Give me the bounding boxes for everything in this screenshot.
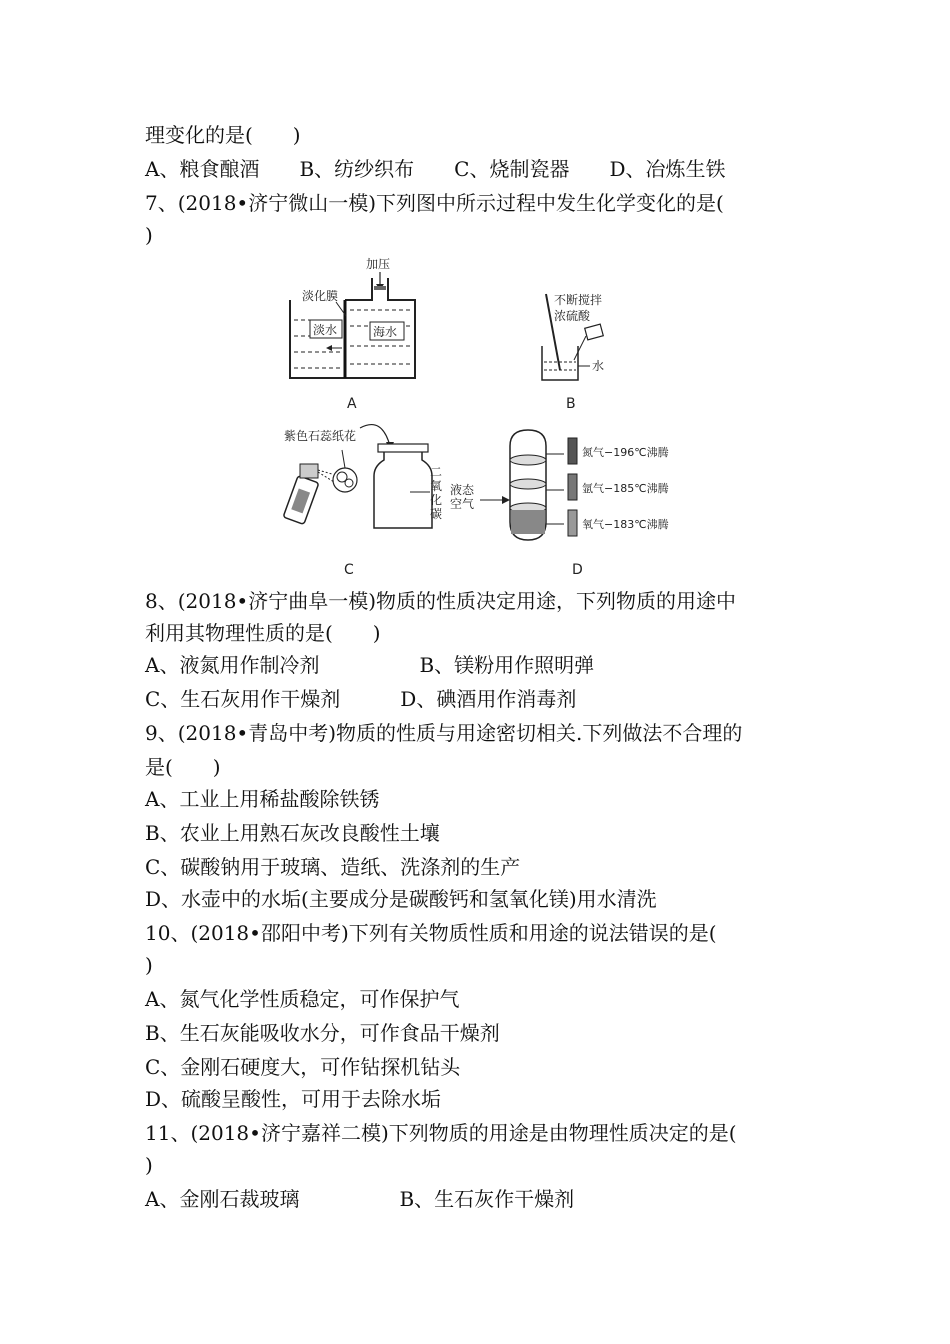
figure-experiments (270, 250, 720, 580)
question-10: 10、(2018•邵阳中考)下列有关物质性质和用途的说法错误的是( (145, 921, 717, 945)
label-co2-3: 化 (430, 493, 443, 507)
label-liquid-2: 空气 (450, 497, 475, 511)
question-9-option-c: C、碳酸钠用于玻璃、造纸、洗涤剂的生产 (145, 855, 521, 879)
caption-b: B (566, 396, 576, 412)
question-11-options-ab: A、金刚石裁玻璃 B、生石灰作干燥剂 (145, 1187, 575, 1211)
figure-svg (270, 250, 720, 580)
question-9-cont: 是( ) (145, 755, 221, 779)
label-liquid-1: 液态 (450, 483, 475, 497)
text-line-1: 理变化的是( ) (145, 123, 301, 147)
question-10-option-c: C、金刚石硬度大，可作钻探机钻头 (145, 1055, 461, 1079)
label-water: 水 (592, 359, 605, 373)
caption-c: C (344, 562, 354, 578)
question-7-cont: ) (145, 223, 153, 247)
question-8: 8、(2018•济宁曲阜一模)物质的性质决定用途，下列物质的用途中 (145, 589, 737, 613)
label-fresh-water: 淡水 (313, 323, 338, 337)
label-oxygen: 氧气−183℃沸腾 (582, 518, 669, 531)
question-9-option-a: A、工业上用稀盐酸除铁锈 (145, 787, 380, 811)
question-11: 11、(2018•济宁嘉祥二模)下列物质的用途是由物理性质决定的是( (145, 1121, 737, 1145)
label-sea-water: 海水 (373, 325, 398, 339)
label-nitrogen: 氮气−196℃沸腾 (582, 446, 669, 459)
label-co2-4: 碳 (430, 507, 443, 521)
label-co2-1: 二 (430, 465, 443, 479)
question-9-option-b: B、农业上用熟石灰改良酸性土壤 (145, 821, 440, 845)
label-co2-2: 氧 (430, 479, 443, 493)
label-acid: 浓硫酸 (554, 309, 591, 323)
caption-a: A (347, 396, 357, 412)
text-line-2: A、粮食酿酒 B、纺纱织布 C、烧制瓷器 D、冶炼生铁 (145, 157, 726, 181)
panel-c (283, 425, 442, 578)
question-7: 7、(2018•济宁微山一模)下列图中所示过程中发生化学变化的是( (145, 191, 724, 215)
question-8-cont: 利用其物理性质的是( ) (145, 621, 381, 645)
question-11-cont: ) (145, 1153, 153, 1177)
question-10-option-a: A、氮气化学性质稳定，可作保护气 (145, 987, 460, 1011)
panel-d (450, 430, 669, 578)
panel-a (290, 256, 415, 412)
question-10-option-b: B、生石灰能吸收水分，可作食品干燥剂 (145, 1021, 500, 1045)
question-8-options-cd: C、生石灰用作干燥剂 D、碘酒用作消毒剂 (145, 687, 577, 711)
question-9-option-d: D、水壶中的水垢(主要成分是碳酸钙和氢氧化镁)用水清洗 (145, 887, 657, 911)
question-10-option-d: D、硫酸呈酸性，可用于去除水垢 (145, 1087, 442, 1111)
label-argon: 氩气−185℃沸腾 (582, 482, 669, 495)
question-10-cont: ) (145, 953, 153, 977)
panel-b (542, 292, 604, 412)
question-9: 9、(2018•青岛中考)物质的性质与用途密切相关.下列做法不合理的 (145, 721, 743, 745)
caption-d: D (572, 562, 583, 578)
label-membrane: 淡化膜 (302, 289, 339, 303)
label-stir: 不断搅拌 (554, 293, 603, 307)
question-8-options-ab: A、液氮用作制冷剂 B、镁粉用作照明弹 (145, 653, 595, 677)
label-pressure: 加压 (366, 257, 391, 271)
label-litmus-flower: 紫色石蕊纸花 (284, 429, 357, 443)
